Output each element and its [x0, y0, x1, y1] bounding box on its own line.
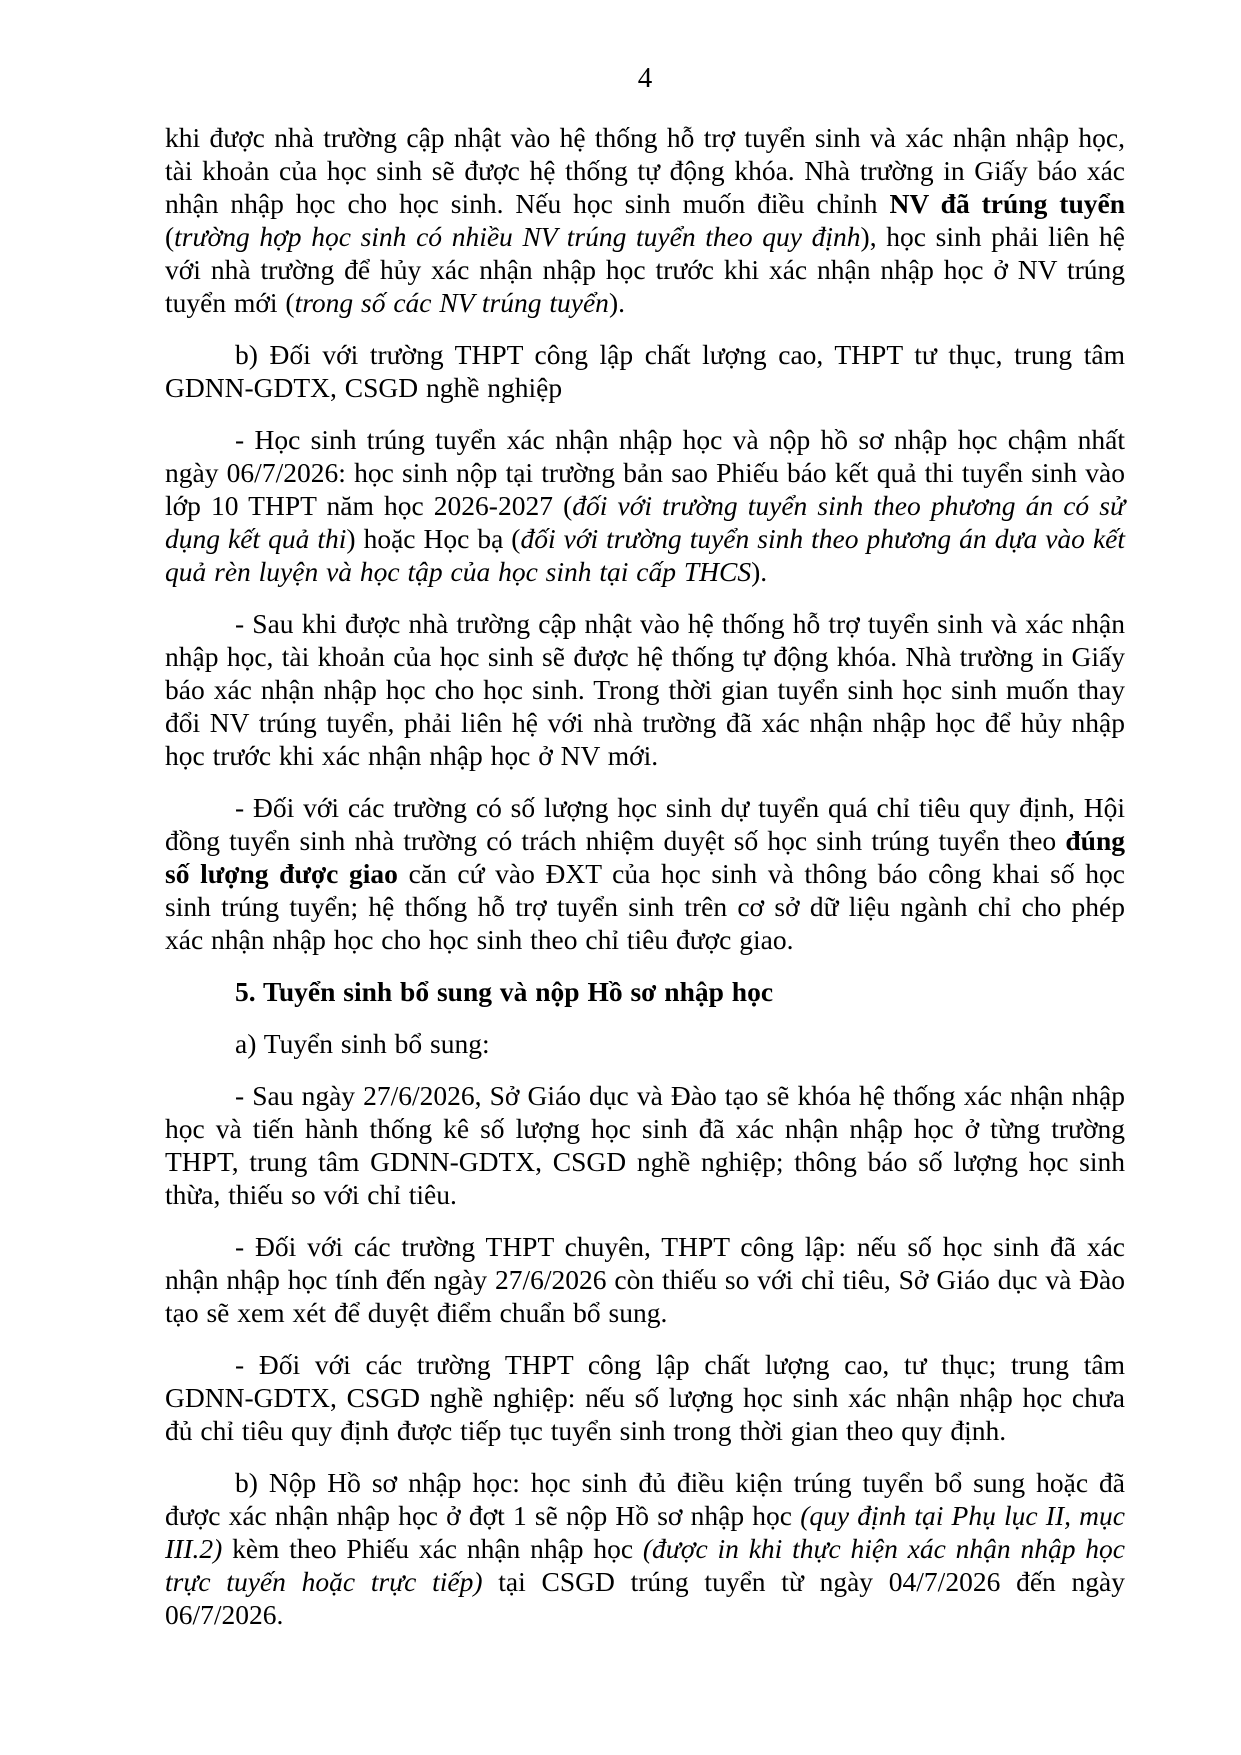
text-run: 5. Tuyển sinh bổ sung và nộp Hồ sơ nhập học: [235, 976, 774, 1007]
paragraph-dash-5: [165, 1230, 1125, 1329]
text-run: khi được nhà trường cập nhật vào hệ thống hỗ trợ tuyển sinh và xác nhận nhập học, tài khoản của học sinh sẽ được hệ thống tự động khóa. Nhà trường in Giấy báo xác nhận nhập học cho học sinh. Nếu học sinh muốn điều chỉnh: [165, 122, 1125, 219]
text-run: - Sau ngày 27/6/2026, Sở Giáo dục và Đào tạo sẽ khóa hệ thống xác nhận nhập học và tiến hành thống kê số lượng học sinh đã xác nhận nhập học ở từng trường THPT, trung tâm GDNN-GDTX, CSGD nghề nghiệp; thông báo số lượng học sinh thừa, thiếu so với chỉ tiêu.: [165, 1080, 1125, 1210]
paragraph-continuation: [165, 121, 1125, 319]
text-run: b) Nộp Hồ sơ nhập học: học sinh đủ điều kiện trúng tuyển bổ sung hoặc đã được xác nhận nhập học ở đợt 1 sẽ nộp Hồ sơ nhập học: [165, 1467, 1125, 1531]
text-run: NV đã trúng tuyển: [889, 188, 1125, 219]
text-run: (quy định tại Phụ lục II, mục III.2): [165, 1500, 1125, 1564]
text-run: ).: [751, 556, 768, 587]
text-run: - Học sinh trúng tuyển xác nhận nhập học và nộp hồ sơ nhập học chậm nhất ngày 06/7/2026: học sinh nộp tại trường bản sao Phiếu báo kết quả thi tuyển sinh vào lớp 10 THPT năm học 2026-2027 (: [165, 424, 1125, 521]
text-run: b) Đối với trường THPT công lập chất lượng cao, THPT tư thục, trung tâm GDNN-GDTX, CSGD nghề nghiệp: [165, 339, 1125, 403]
text-run: đối với trường tuyển sinh theo phương án có sử dụng kết quả thi: [165, 490, 1125, 554]
text-run: - Đối với các trường THPT chuyên, THPT công lập: nếu số học sinh đã xác nhận nhập học tính đến ngày 27/6/2026 còn thiếu so với chỉ tiêu, Sở Giáo dục và Đào tạo sẽ xem xét để duyệt điểm chuẩn bổ sung.: [165, 1231, 1125, 1328]
paragraph-dash-3: [165, 791, 1125, 956]
paragraph-dash-4: [165, 1079, 1125, 1211]
text-run: - Đối với các trường có số lượng học sinh dự tuyển quá chỉ tiêu quy định, Hội đồng tuyển sinh nhà trường có trách nhiệm duyệt số học sinh trúng tuyển theo: [165, 792, 1125, 856]
text-run: tại CSGD trúng tuyển từ ngày 04/7/2026 đến ngày 06/7/2026.: [165, 1566, 1125, 1630]
paragraph-item-b2: [165, 1466, 1125, 1631]
page-number: 4: [637, 62, 653, 94]
text-run: (được in khi thực hiện xác nhận nhập học trực tuyến hoặc trực tiếp): [165, 1533, 1125, 1597]
paragraph-item-a: [165, 1027, 1125, 1060]
text-run: - Đối với các trường THPT công lập chất lượng cao, tư thục; trung tâm GDNN-GDTX, CSGD nghề nghiệp: nếu số lượng học sinh xác nhận nhập học chưa đủ chỉ tiêu quy định được tiếp tục tuyển sinh trong thời gian theo quy định.: [165, 1349, 1125, 1446]
text-run: trong số các NV trúng tuyển: [294, 287, 609, 318]
text-run: đối với trường tuyển sinh theo phương án dựa vào kết quả rèn luyện và học tập của học sinh tại cấp THCS: [165, 523, 1125, 587]
text-run: căn cứ vào ĐXT của học sinh và thông báo công khai số học sinh trúng tuyển; hệ thống hỗ trợ tuyển sinh trên cơ sở dữ liệu ngành chỉ cho phép xác nhận nhập học cho học sinh theo chỉ tiêu được giao.: [165, 858, 1125, 955]
paragraph-dash-1: [165, 423, 1125, 588]
text-run: kèm theo Phiếu xác nhận nhập học: [222, 1533, 643, 1564]
text-run: ) hoặc Học bạ (: [346, 523, 521, 554]
text-run: trường hợp học sinh có nhiều NV trúng tuyển theo quy định: [174, 221, 861, 252]
text-run: (: [165, 221, 175, 252]
section-heading-5: [165, 975, 1125, 1008]
text-run: - Sau khi được nhà trường cập nhật vào hệ thống hỗ trợ tuyển sinh và xác nhận nhập học, tài khoản của học sinh sẽ được hệ thống tự động khóa. Nhà trường in Giấy báo xác nhận nhập học cho học sinh. Trong thời gian tuyển sinh học sinh muốn thay đổi NV trúng tuyển, phải liên hệ với nhà trường đã xác nhận nhập học để hủy nhập học trước khi xác nhận nhập học ở NV mới.: [165, 608, 1125, 771]
text-run: ).: [608, 287, 625, 318]
paragraph-item-b: [165, 338, 1125, 404]
paragraph-dash-2: [165, 607, 1125, 772]
text-run: đúng số lượng được giao: [165, 825, 1125, 889]
text-run: ), học sinh phải liên hệ với nhà trường để hủy xác nhận nhập học trước khi xác nhận nhập học ở NV trúng tuyển mới (: [165, 221, 1126, 318]
document-body: [165, 121, 1125, 1631]
text-run: a) Tuyển sinh bổ sung:: [235, 1028, 490, 1059]
paragraph-dash-6: [165, 1348, 1125, 1447]
